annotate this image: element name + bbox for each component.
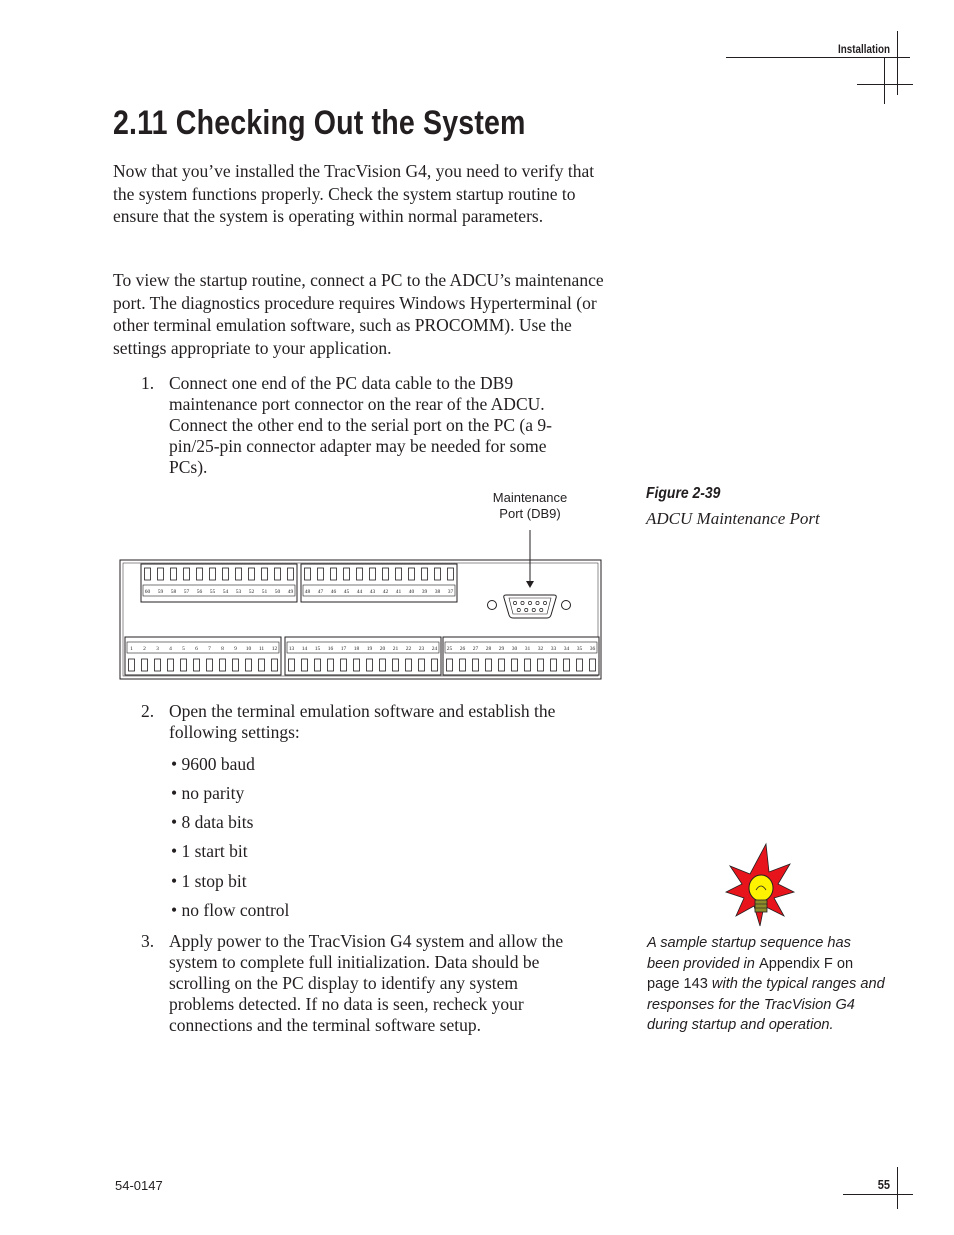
terminal-label-30: 30	[511, 646, 518, 652]
db9-screw-left	[488, 601, 497, 610]
tip-text-part-3: with the typical ranges and responses for the TracVision G4 during startup and operation.	[647, 976, 885, 1033]
terminal-5	[181, 659, 187, 671]
terminal-25	[447, 659, 453, 671]
terminal-label-32: 32	[537, 646, 544, 652]
terminal-label-46: 46	[330, 589, 337, 595]
terminal-label-8: 8	[221, 646, 224, 652]
tip-page-ref: page 143	[647, 976, 708, 992]
terminal-block-bottom_2	[285, 637, 441, 675]
setting-stop-bit: • 1 stop bit	[171, 871, 247, 891]
terminal-53	[236, 568, 242, 580]
maintenance-port-label	[480, 490, 580, 522]
terminal-16	[328, 659, 334, 671]
terminal-34	[564, 659, 570, 671]
tip-text-part-1: A sample startup sequence has been provided in	[647, 935, 851, 972]
terminal-label-6: 6	[195, 646, 198, 652]
terminal-41	[396, 568, 402, 580]
terminal-label-15: 15	[314, 646, 321, 652]
terminal-12	[272, 659, 278, 671]
terminal-label-55: 55	[209, 589, 216, 595]
terminal-29	[499, 659, 505, 671]
terminal-27	[473, 659, 479, 671]
terminal-label-18: 18	[353, 646, 360, 652]
adcu-rear-panel-diagram	[110, 525, 610, 687]
terminal-label-13: 13	[288, 646, 295, 652]
terminal-33	[551, 659, 557, 671]
terminal-13	[289, 659, 295, 671]
terminal-label-45: 45	[343, 589, 350, 595]
terminal-48	[305, 568, 311, 580]
terminal-4	[168, 659, 174, 671]
terminal-31	[525, 659, 531, 671]
terminal-21	[393, 659, 399, 671]
crop-mark-vertical-bottom	[897, 1167, 898, 1209]
terminal-label-20: 20	[379, 646, 386, 652]
port-label-line-2: Port (DB9)	[499, 506, 561, 521]
terminal-label-3: 3	[156, 646, 159, 652]
terminal-label-26: 26	[459, 646, 466, 652]
terminal-14	[302, 659, 308, 671]
terminal-label-51: 51	[261, 589, 268, 595]
terminal-label-12: 12	[271, 646, 278, 652]
terminal-label-2: 2	[143, 646, 146, 652]
terminal-32	[538, 659, 544, 671]
terminal-label-39: 39	[421, 589, 428, 595]
terminal-label-24: 24	[431, 646, 438, 652]
terminal-60	[145, 568, 151, 580]
terminal-44	[357, 568, 363, 580]
terminal-label-59: 59	[157, 589, 164, 595]
terminal-15	[315, 659, 321, 671]
terminal-label-10: 10	[245, 646, 252, 652]
terminal-23	[419, 659, 425, 671]
terminal-22	[406, 659, 412, 671]
terminal-label-50: 50	[274, 589, 281, 595]
step-1-number: 1.	[141, 373, 155, 393]
tip-appendix-ref: Appendix F	[758, 955, 833, 972]
setting-baud: • 9600 baud	[171, 754, 255, 774]
terminal-label-21: 21	[392, 646, 399, 652]
terminal-label-60: 60	[144, 589, 151, 595]
terminal-3	[155, 659, 161, 671]
intro-paragraph-2: To view the startup routine, connect a PC to the ADCU’s maintenance port. The diagnostics procedure requires Windows Hyperterminal (or other terminal emulation software, such as PROCOMM). Use the settings appropriate to your application.	[113, 270, 604, 358]
tip-text	[647, 933, 887, 1036]
terminal-label-42: 42	[382, 589, 389, 595]
terminal-26	[460, 659, 466, 671]
bulb-glass	[749, 875, 773, 901]
terminal-58	[171, 568, 177, 580]
step-2-number: 2.	[141, 701, 155, 721]
terminal-label-4: 4	[169, 646, 172, 652]
step-3-number: 3.	[141, 931, 155, 951]
terminal-block-bottom_1	[125, 637, 281, 675]
tip-on: on	[832, 955, 854, 972]
bulb-base	[755, 900, 767, 912]
crop-mark-vertical-top	[897, 31, 898, 95]
terminal-51	[262, 568, 268, 580]
terminal-49	[288, 568, 294, 580]
figure-label: Figure 2-39	[646, 485, 721, 502]
terminal-40	[409, 568, 415, 580]
terminal-7	[207, 659, 213, 671]
terminal-label-33: 33	[550, 646, 557, 652]
terminal-36	[590, 659, 596, 671]
terminal-label-43: 43	[369, 589, 376, 595]
terminal-label-29: 29	[498, 646, 505, 652]
setting-data-bits: • 8 data bits	[171, 812, 254, 832]
terminal-label-34: 34	[563, 646, 570, 652]
terminal-52	[249, 568, 255, 580]
terminal-18	[354, 659, 360, 671]
figure-caption: ADCU Maintenance Port	[646, 509, 820, 528]
page-number: 55	[877, 1177, 890, 1192]
terminal-1	[129, 659, 135, 671]
terminal-43	[370, 568, 376, 580]
terminal-label-53: 53	[235, 589, 242, 595]
terminal-label-40: 40	[408, 589, 415, 595]
terminal-label-22: 22	[405, 646, 412, 652]
terminal-label-48: 48	[304, 589, 311, 595]
terminal-28	[486, 659, 492, 671]
terminal-label-23: 23	[418, 646, 425, 652]
header-rule	[726, 57, 910, 58]
terminal-30	[512, 659, 518, 671]
terminal-label-1: 1	[130, 646, 133, 652]
terminal-11	[259, 659, 265, 671]
terminal-20	[380, 659, 386, 671]
terminal-label-27: 27	[472, 646, 479, 652]
terminal-19	[367, 659, 373, 671]
terminal-label-11: 11	[258, 646, 265, 652]
terminal-label-16: 16	[327, 646, 334, 652]
terminal-label-36: 36	[589, 646, 596, 652]
terminal-label-58: 58	[170, 589, 177, 595]
terminal-35	[577, 659, 583, 671]
terminal-label-17: 17	[340, 646, 347, 652]
terminal-57	[184, 568, 190, 580]
terminal-label-28: 28	[485, 646, 492, 652]
setting-flow-control: • no flow control	[171, 900, 290, 920]
terminal-block-bottom_3	[443, 637, 599, 675]
terminal-59	[158, 568, 164, 580]
terminal-9	[233, 659, 239, 671]
terminal-42	[383, 568, 389, 580]
terminal-label-44: 44	[356, 589, 363, 595]
terminal-label-54: 54	[222, 589, 229, 595]
section-header: Installation	[838, 42, 890, 56]
setting-start-bit: • 1 start bit	[171, 841, 248, 861]
crop-mark-horizontal-top	[857, 84, 913, 85]
terminal-label-57: 57	[183, 589, 190, 595]
terminal-39	[422, 568, 428, 580]
terminal-label-25: 25	[446, 646, 453, 652]
db9-connector-shell	[504, 595, 557, 618]
terminal-45	[344, 568, 350, 580]
terminal-8	[220, 659, 226, 671]
terminal-47	[318, 568, 324, 580]
terminal-label-7: 7	[208, 646, 211, 652]
terminal-label-56: 56	[196, 589, 203, 595]
terminal-37	[448, 568, 454, 580]
terminal-2	[142, 659, 148, 671]
terminal-38	[435, 568, 441, 580]
port-label-line-1: Maintenance	[492, 490, 568, 505]
terminal-label-49: 49	[287, 589, 294, 595]
terminal-label-35: 35	[576, 646, 583, 652]
terminal-10	[246, 659, 252, 671]
terminal-6	[194, 659, 200, 671]
crop-mark-vertical-top-2	[884, 57, 885, 104]
db9-screw-right	[562, 601, 571, 610]
footer-rule	[843, 1194, 913, 1195]
lightbulb-tip-icon	[724, 842, 796, 928]
step-3-text: Apply power to the TracVision G4 system and allow the system to complete full initialization. Data should be scrolling on the PC display to identify any system problems detected. If no data is seen, recheck your connections and the terminal software setup.	[169, 931, 564, 1035]
terminal-17	[341, 659, 347, 671]
intro-paragraph-1: Now that you’ve installed the TracVision G4, you need to verify that the system functions properly. Check the system startup routine to ensure that the system is operating within normal parameters.	[113, 161, 595, 226]
page-title: 2.11 Checking Out the System	[113, 104, 526, 142]
terminal-label-52: 52	[248, 589, 255, 595]
terminal-label-5: 5	[182, 646, 185, 652]
terminal-50	[275, 568, 281, 580]
terminal-label-9: 9	[234, 646, 237, 652]
terminal-label-37: 37	[447, 589, 454, 595]
terminal-label-14: 14	[301, 646, 308, 652]
setting-parity: • no parity	[171, 783, 245, 803]
terminal-label-47: 47	[317, 589, 324, 595]
terminal-54	[223, 568, 229, 580]
terminal-label-38: 38	[434, 589, 441, 595]
terminal-55	[210, 568, 216, 580]
terminal-label-41: 41	[395, 589, 402, 595]
terminal-46	[331, 568, 337, 580]
step-1-text: Connect one end of the PC data cable to the DB9 maintenance port connector on the rear of the ADCU. Connect the other end to the serial port on the PC (a 9-pin/25-pin connector adapter may be needed for some PCs).	[169, 373, 552, 477]
terminal-56	[197, 568, 203, 580]
terminal-24	[432, 659, 438, 671]
document-number: 54-0147	[115, 1178, 163, 1193]
terminal-label-19: 19	[366, 646, 373, 652]
terminal-label-31: 31	[524, 646, 531, 652]
step-2-text: Open the terminal emulation software and establish the following settings:	[169, 701, 556, 742]
